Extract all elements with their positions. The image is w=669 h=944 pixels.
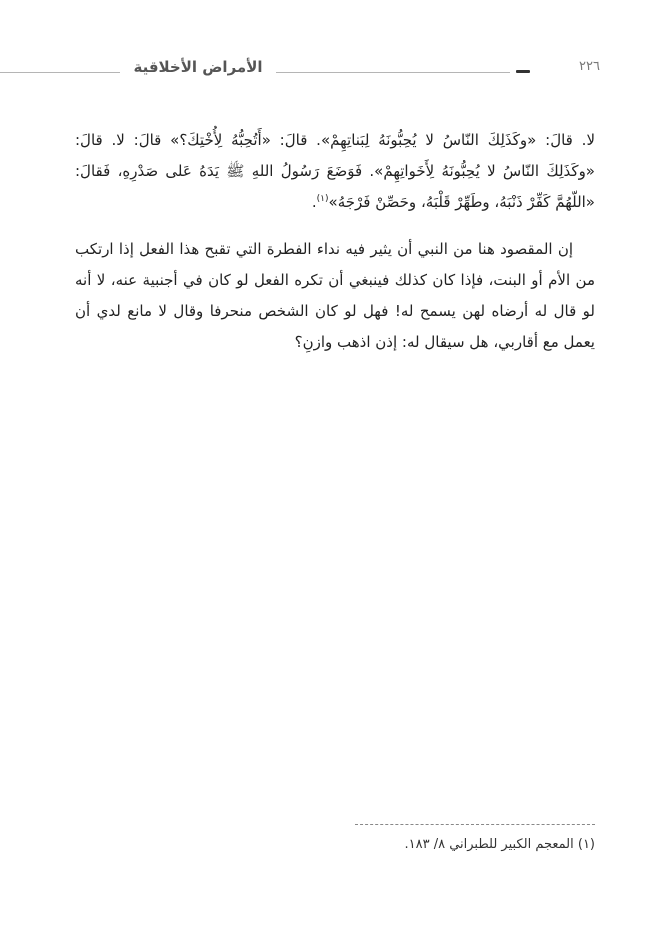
header-rule-left [0, 72, 120, 73]
header-dash [516, 70, 530, 73]
hadith-end: . [311, 193, 317, 211]
footnote: (١) المعجم الكبير للطبراني ٨/ ١٨٣. [404, 837, 595, 852]
running-header [0, 56, 669, 86]
commentary-text: إن المقصود هنا من النبي أن يثير فيه نداء الفطرة التي تقبح هذا الفعل إذا ارتكب من الأم أو البنت، فإذا كان كذلك فينبغي أن تكره الفعل لو كان في أجنبية عنه، لا أنه لو قال له أرضاه لهن يسمح له! فهل لو كان الشخص منحرفا وقال لا مانع لدي أن يعمل مع أقاربي، هل سيقال له: إذن اذهب وازنِ؟ [75, 240, 595, 351]
hadith-text: لا. قالَ: «وكَذَلِكَ النّاسُ لا يُحِبُّونَهُ لِبَناتِهِمْ». قالَ: «أَتُحِبُّهُ لِأُخْتِكَ؟» قالَ: لا. قالَ: «وكَذَلِكَ النّاسُ لا يُحِبُّونَهُ لِأَخَواتِهِمْ». فَوَضَعَ رَسُولُ اللهِ ﷺ يَدَهُ عَلى صَدْرِهِ، فَقالَ: «اللّهُمَّ كَفِّرْ ذَنْبَهُ، وطَهِّرْ قَلْبَهُ، وحَصِّنْ فَرْجَهُ» [75, 131, 595, 211]
page-number: ٢٢٦ [579, 59, 600, 74]
hadith-text-block [75, 125, 595, 218]
book-title: الأمراض الأخلاقية [133, 58, 263, 76]
commentary-paragraph [75, 234, 595, 358]
header-rule-middle [276, 72, 510, 73]
footnote-separator [355, 824, 595, 825]
footnote-marker: (١) [316, 194, 329, 204]
hadith-paragraph [75, 125, 595, 218]
